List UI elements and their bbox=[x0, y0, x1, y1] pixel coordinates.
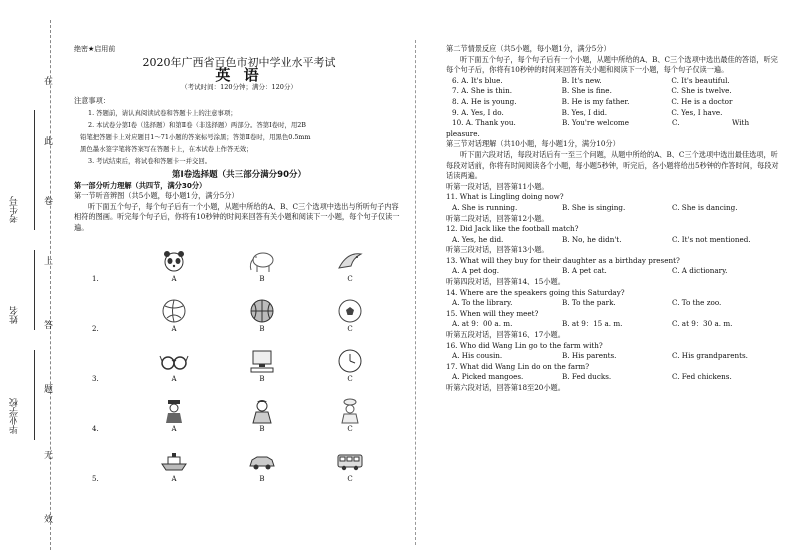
column-divider bbox=[415, 40, 416, 545]
question-number: 9. bbox=[452, 107, 459, 117]
question-stem: 14. Where are the speakers going this Saturday? bbox=[446, 287, 625, 297]
option-c-continued: pleasure. bbox=[446, 128, 480, 138]
dialogue-intro: 听第三段对话，回答第13小题。 bbox=[446, 245, 549, 255]
computer-icon bbox=[247, 348, 277, 374]
option-a[interactable] bbox=[452, 108, 562, 119]
option-a[interactable]: A. at 9：00 a. m. bbox=[452, 319, 513, 329]
picture-row bbox=[74, 388, 404, 424]
option-b[interactable]: B. She is fine. bbox=[561, 86, 612, 96]
section-instructions: 听下面五个句子，每个句子后有一个小题，从题中所给的A、B、C三个选项中选出最佳的答语，听完每个句子后，你将有10秒钟的时间来回答有关小题和阅读下一小题，每个句子仅读一遍。 bbox=[446, 54, 778, 75]
option-b[interactable]: B. Fed ducks. bbox=[562, 372, 612, 382]
option-letter: B bbox=[259, 274, 265, 283]
option-letter: B bbox=[259, 424, 265, 433]
student-id-line bbox=[34, 110, 35, 230]
option-letter: C bbox=[347, 474, 353, 483]
question-number: 6. bbox=[452, 75, 459, 85]
option-c[interactable]: C. at 9：30 a. m. bbox=[672, 319, 733, 329]
clock-icon bbox=[335, 348, 365, 374]
picture-row bbox=[74, 438, 404, 474]
question-options bbox=[446, 235, 781, 246]
note-line: 铅笔把答题卡上对应题目1～71小题的答案标号涂黑；答第Ⅱ卷时，用黑色0.5mm bbox=[80, 132, 311, 141]
section-title: 第一节听音辨图（共5小题，每小题1分，满分5分） bbox=[74, 191, 239, 201]
margin-char: 效 bbox=[44, 515, 54, 525]
margin-char: 此 bbox=[44, 137, 54, 147]
bus-icon bbox=[335, 448, 365, 474]
option-c-text: With bbox=[732, 118, 750, 128]
car-icon bbox=[247, 448, 277, 474]
volume-title: 第Ⅰ卷选择题（共三部分满分90分） bbox=[172, 169, 306, 180]
picture-row bbox=[74, 338, 404, 374]
dialogue-intro: 听第二段对话，回答第12小题。 bbox=[446, 213, 549, 223]
margin-char: 卷 bbox=[44, 197, 54, 207]
section-instructions: 听下面六段对话，每段对话后有一至三个问题，从题中所给的A、B、C三个选项中选出最佳选项，听每段对话前，你将有时间阅读各个小题，每小题5秒钟，听完后，各小题将给出5秒钟的作答时间，每段对话读两遍。 bbox=[446, 149, 779, 181]
option-b[interactable]: B. You're welcome bbox=[562, 118, 630, 128]
option-c[interactable]: C. It's not mentioned. bbox=[672, 234, 751, 244]
name-label: 姓名 bbox=[10, 306, 20, 324]
question-stem: 17. What did Wang Lin do on the farm? bbox=[446, 361, 590, 371]
note-line: 2. 本试卷分第Ⅰ卷（选择题）和第Ⅱ卷（非选择题）两部分。答第Ⅰ卷时，用2B bbox=[88, 120, 307, 129]
eagle-icon bbox=[335, 248, 365, 274]
name-line bbox=[34, 250, 35, 330]
section-title: 第三节对话理解（共10小题，每小题1分，满分10分） bbox=[446, 139, 620, 149]
question-number: 3. bbox=[92, 374, 99, 383]
option-a[interactable]: A. To the library. bbox=[452, 298, 513, 308]
question-options bbox=[446, 108, 781, 119]
option-b[interactable]: B. His parents. bbox=[562, 351, 617, 361]
question-options bbox=[446, 118, 781, 129]
volleyball-icon bbox=[159, 298, 189, 324]
option-b[interactable]: B. Yes, I did. bbox=[561, 107, 608, 117]
option-c[interactable]: C. A dictionary. bbox=[672, 266, 728, 276]
option-letter: A bbox=[171, 424, 177, 433]
right-column bbox=[446, 44, 781, 394]
question-stem: 16. Who did Wang Lin go to the farm with? bbox=[446, 340, 603, 350]
secret-mark: 绝密★启用前 bbox=[74, 45, 116, 53]
option-text: A. She is thin. bbox=[461, 86, 513, 96]
question-options bbox=[446, 372, 781, 383]
doctor-icon bbox=[247, 398, 277, 424]
option-b[interactable]: B. A pet cat. bbox=[562, 266, 607, 276]
exam-info: （考试时间：120分钟；满分：120分） bbox=[181, 82, 297, 91]
note-line: 1. 答题前，请认真阅读试卷和答题卡上的注意事项； bbox=[88, 108, 237, 117]
dialogue-intro: 听第五段对话，回答第16、17小题。 bbox=[446, 330, 565, 340]
picture-questions bbox=[74, 238, 404, 484]
option-letter: B bbox=[259, 374, 265, 383]
dialogue-intro: 听第六段对话，回答第18至20小题。 bbox=[446, 383, 565, 392]
picture-row bbox=[74, 288, 404, 324]
question-stem: 13. What will they buy for their daughter as a birthday present? bbox=[446, 255, 680, 265]
option-text: A. It's blue. bbox=[461, 75, 503, 85]
margin-char: 上 bbox=[44, 257, 54, 267]
option-b[interactable]: B. She is singing. bbox=[562, 202, 626, 212]
option-a[interactable]: A. Yes, he did. bbox=[452, 234, 504, 244]
picture-row bbox=[74, 238, 404, 274]
elephant-icon bbox=[247, 248, 277, 274]
option-a[interactable]: A. His cousin. bbox=[452, 351, 503, 361]
option-c[interactable]: C. Fed chickens. bbox=[672, 372, 732, 382]
section-title: 第二节情景反应（共5小题，每小题1分，满分5分） bbox=[446, 44, 611, 53]
question-options bbox=[446, 351, 781, 362]
margin-char: 无 bbox=[44, 451, 54, 461]
football-icon bbox=[335, 298, 365, 324]
question-number: 2. bbox=[92, 324, 99, 333]
left-column bbox=[74, 44, 404, 488]
question-number: 7. bbox=[452, 86, 459, 96]
option-letter: A bbox=[171, 374, 177, 383]
exam-title: 2020年广西省百色市初中学业水平考试 bbox=[142, 55, 336, 69]
margin-char: 在 bbox=[44, 77, 54, 87]
glasses-icon bbox=[159, 348, 189, 374]
option-b[interactable]: B. He is my father. bbox=[561, 96, 630, 106]
option-b[interactable]: B. To the park. bbox=[562, 298, 616, 308]
option-b[interactable]: B. at 9：15 a. m. bbox=[562, 319, 623, 329]
option-a[interactable]: A. A pet dog. bbox=[452, 266, 500, 276]
option-a[interactable] bbox=[452, 76, 562, 87]
notes-title: 注意事项： bbox=[74, 96, 110, 106]
option-letter: C bbox=[347, 274, 353, 283]
option-letter: C bbox=[347, 424, 353, 433]
note-line: 3. 考试结束后，将试卷和答题卡一并交回。 bbox=[88, 156, 212, 165]
question-options bbox=[446, 319, 781, 330]
policeman-icon bbox=[159, 398, 189, 424]
binding-dashed-line bbox=[50, 20, 51, 550]
question-number: 5. bbox=[92, 474, 99, 483]
option-c[interactable]: C. He is a doctor bbox=[671, 96, 733, 106]
dialogue-intro: 听第一段对话，回答第11小题。 bbox=[446, 181, 549, 191]
option-letter: A bbox=[171, 474, 177, 483]
option-b[interactable]: B. No, he didn't. bbox=[562, 234, 622, 244]
dialogue-intro: 听第四段对话，回答第14、15小题。 bbox=[446, 277, 565, 287]
option-c[interactable]: C. To the zoo. bbox=[672, 298, 722, 308]
school-line bbox=[34, 350, 35, 440]
option-letter: C bbox=[347, 374, 353, 383]
question-number: 1. bbox=[92, 274, 99, 283]
option-text: A. He is young. bbox=[461, 96, 517, 106]
option-a[interactable]: A. Picked mangoes. bbox=[452, 372, 524, 382]
basketball-icon bbox=[247, 298, 277, 324]
question-number: 4. bbox=[92, 424, 99, 433]
option-c[interactable]: C. Yes, I have. bbox=[671, 107, 723, 117]
option-letter: A bbox=[171, 274, 177, 283]
question-options bbox=[446, 97, 781, 108]
option-b[interactable]: B. It's new. bbox=[561, 75, 602, 85]
option-c[interactable]: C. She is dancing. bbox=[672, 202, 738, 212]
school-label: 毕业学校 bbox=[10, 398, 20, 434]
binding-margin bbox=[0, 0, 60, 560]
option-c[interactable]: C. It's beautiful. bbox=[671, 75, 730, 85]
question-stem: 11. What is Lingling doing now? bbox=[446, 192, 564, 202]
option-letter: C bbox=[347, 324, 353, 333]
question-options bbox=[446, 86, 781, 97]
option-letter: A bbox=[171, 324, 177, 333]
question-stem: 15. When will they meet? bbox=[446, 308, 539, 318]
chef-icon bbox=[335, 398, 365, 424]
option-a[interactable] bbox=[452, 86, 562, 97]
question-number: 8. bbox=[452, 96, 459, 106]
note-line: 黑色墨水签字笔将答案写在答题卡上，在本试卷上作答无效； bbox=[80, 144, 253, 153]
part-title: 第一部分听力理解（共四节，满分30分） bbox=[74, 180, 207, 190]
option-text: A. Yes, I do. bbox=[461, 107, 504, 117]
student-id-label: 考生号 bbox=[10, 196, 20, 223]
question-stem: 12. Did Jack like the football match? bbox=[446, 224, 579, 234]
margin-char: 答 bbox=[44, 321, 54, 331]
option-a[interactable]: 10. A. Thank you. bbox=[452, 118, 516, 128]
question-options bbox=[446, 298, 781, 309]
option-letter: B bbox=[259, 474, 265, 483]
option-a[interactable] bbox=[452, 97, 562, 108]
question-options bbox=[446, 76, 781, 87]
panda-icon bbox=[159, 248, 189, 274]
option-c[interactable]: C. She is twelve. bbox=[671, 86, 732, 96]
question-options bbox=[446, 266, 781, 277]
question-options bbox=[446, 203, 781, 214]
subject-title: 英 语 bbox=[215, 66, 263, 85]
section-instructions: 听下面五个句子，每个句子后有一个小题，从题中所给的A、B、C三个选项中选出与所听句子内容相符的图画。听完每个句子后，你将有10秒钟的时间来回答有关小题和阅读下一小题，每个句子仅读一遍。 bbox=[74, 201, 400, 232]
ship-icon bbox=[159, 448, 189, 474]
margin-char: 题 bbox=[44, 385, 54, 395]
option-letter: B bbox=[259, 324, 265, 333]
option-a[interactable]: A. She is running. bbox=[452, 202, 518, 212]
option-c[interactable]: C. His grandparents. bbox=[672, 351, 748, 361]
option-c[interactable]: C. bbox=[672, 118, 680, 128]
